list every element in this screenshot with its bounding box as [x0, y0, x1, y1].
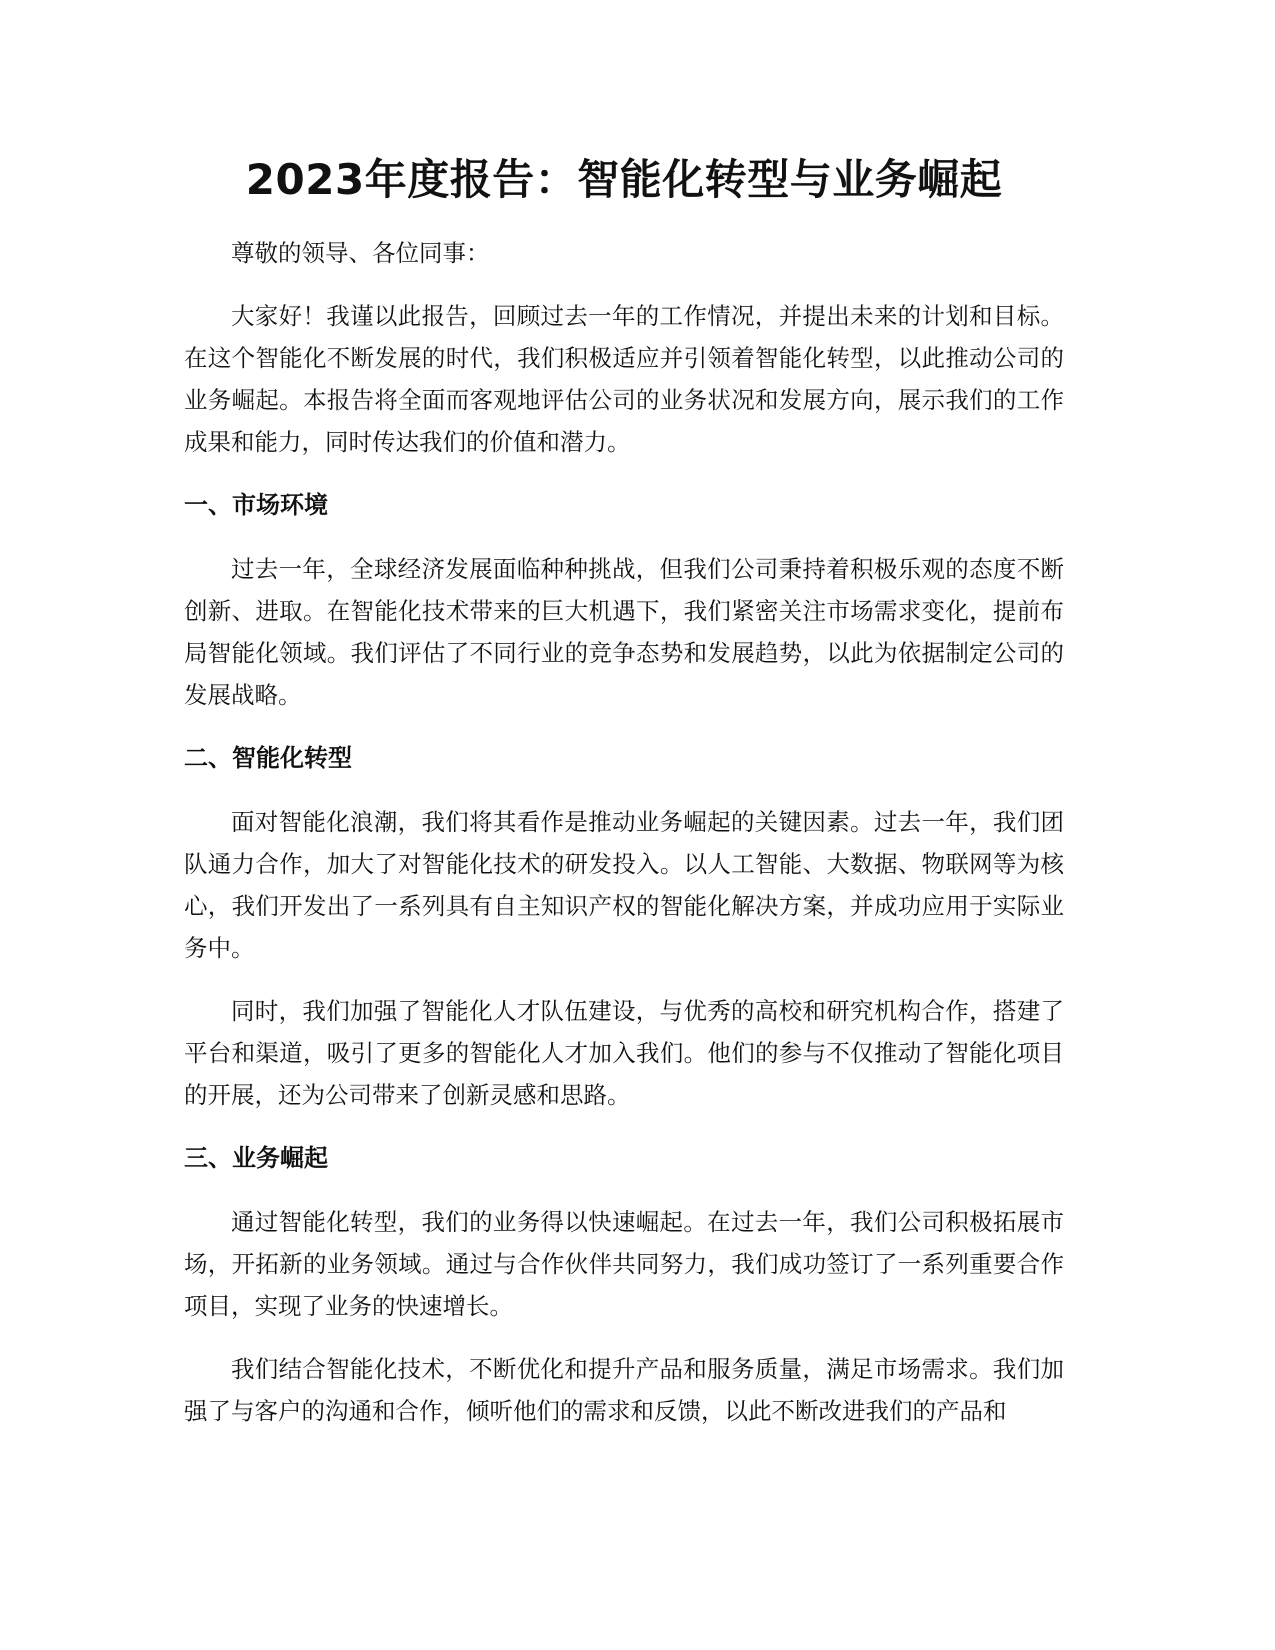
- transformation-paragraph-1: 面对智能化浪潮，我们将其看作是推动业务崛起的关键因素。过去一年，我们团队通力合作，加大了对智能化技术的研发投入。以人工智能、大数据、物联网等为核心，我们开发出了一系列具有自主知识产权的智能化解决方案，并成功应用于实际业务中。: [184, 808, 1064, 962]
- transformation-paragraph-2: 同时，我们加强了智能化人才队伍建设，与优秀的高校和研究机构合作，搭建了平台和渠道，吸引了更多的智能化人才加入我们。他们的参与不仅推动了智能化项目的开展，还为公司带来了创新灵感和思路。: [184, 997, 1064, 1109]
- section-heading-market: 一、市场环境: [184, 491, 328, 519]
- section-heading-transformation: 二、智能化转型: [184, 744, 352, 772]
- document-content: [184, 150, 1064, 1453]
- section-heading-business: 三、业务崛起: [184, 1144, 328, 1172]
- business-paragraph-1: 通过智能化转型，我们的业务得以快速崛起。在过去一年，我们公司积极拓展市场，开拓新的业务领域。通过与合作伙伴共同努力，我们成功签订了一系列重要合作项目，实现了业务的快速增长。: [184, 1208, 1064, 1320]
- document-title: 2023年度报告：智能化转型与业务崛起: [245, 155, 1003, 204]
- salutation: 尊敬的领导、各位同事：: [231, 239, 490, 267]
- intro-paragraph: 大家好！我谨以此报告，回顾过去一年的工作情况，并提出未来的计划和目标。在这个智能化不断发展的时代，我们积极适应并引领着智能化转型，以此推动公司的业务崛起。本报告将全面而客观地评估公司的业务状况和发展方向，展示我们的工作成果和能力，同时传达我们的价值和潜力。: [184, 302, 1064, 456]
- market-paragraph: 过去一年，全球经济发展面临种种挑战，但我们公司秉持着积极乐观的态度不断创新、进取。在智能化技术带来的巨大机遇下，我们紧密关注市场需求变化，提前布局智能化领域。我们评估了不同行业的竞争态势和发展趋势，以此为依据制定公司的发展战略。: [184, 555, 1064, 709]
- business-paragraph-2: 我们结合智能化技术，不断优化和提升产品和服务质量，满足市场需求。我们加强了与客户的沟通和合作，倾听他们的需求和反馈，以此不断改进我们的产品和: [184, 1355, 1064, 1425]
